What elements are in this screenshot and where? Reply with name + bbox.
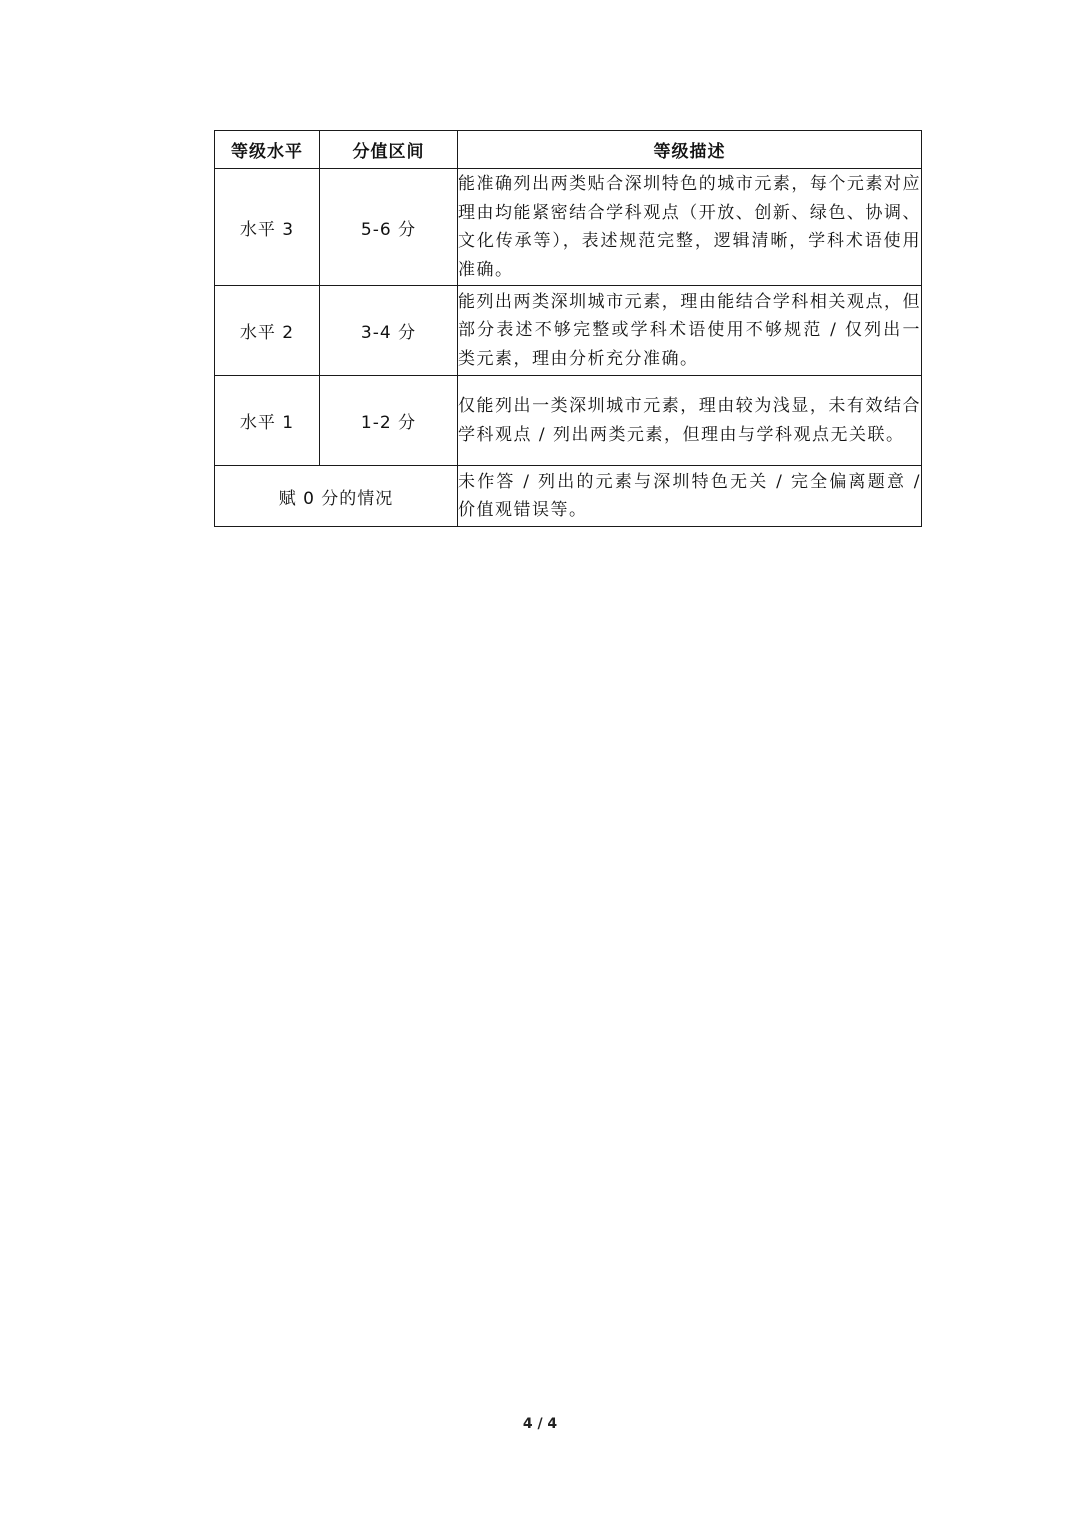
score-cell: 3-4 分 xyxy=(320,286,458,376)
score-cell: 1-2 分 xyxy=(320,376,458,466)
table-row xyxy=(215,169,922,286)
table-row xyxy=(215,286,922,376)
page-number: 4 / 4 xyxy=(522,1416,558,1432)
level-cell: 水平 3 xyxy=(215,169,320,286)
header-score: 分值区间 xyxy=(320,131,458,169)
zero-score-label: 赋 0 分的情况 xyxy=(215,466,458,527)
table-header-row xyxy=(215,131,922,169)
zero-score-description: 未作答 / 列出的元素与深圳特色无关 / 完全偏离题意 / 价值观错误等。 xyxy=(458,466,922,527)
header-description: 等级描述 xyxy=(458,131,922,169)
score-cell: 5-6 分 xyxy=(320,169,458,286)
header-level: 等级水平 xyxy=(215,131,320,169)
description-cell: 能准确列出两类贴合深圳特色的城市元素，每个元素对应理由均能紧密结合学科观点（开放、创新、绿色、协调、文化传承等），表述规范完整，逻辑清晰，学科术语使用准确。 xyxy=(458,169,922,286)
zero-score-row xyxy=(215,466,922,527)
level-cell: 水平 2 xyxy=(215,286,320,376)
level-cell: 水平 1 xyxy=(215,376,320,466)
table-row xyxy=(215,376,922,466)
description-cell: 能列出两类深圳城市元素，理由能结合学科相关观点，但部分表述不够完整或学科术语使用不够规范 / 仅列出一类元素，理由分析充分准确。 xyxy=(458,286,922,376)
description-cell: 仅能列出一类深圳城市元素，理由较为浅显，未有效结合学科观点 / 列出两类元素，但理由与学科观点无关联。 xyxy=(458,376,922,466)
grading-rubric-table xyxy=(214,130,922,527)
